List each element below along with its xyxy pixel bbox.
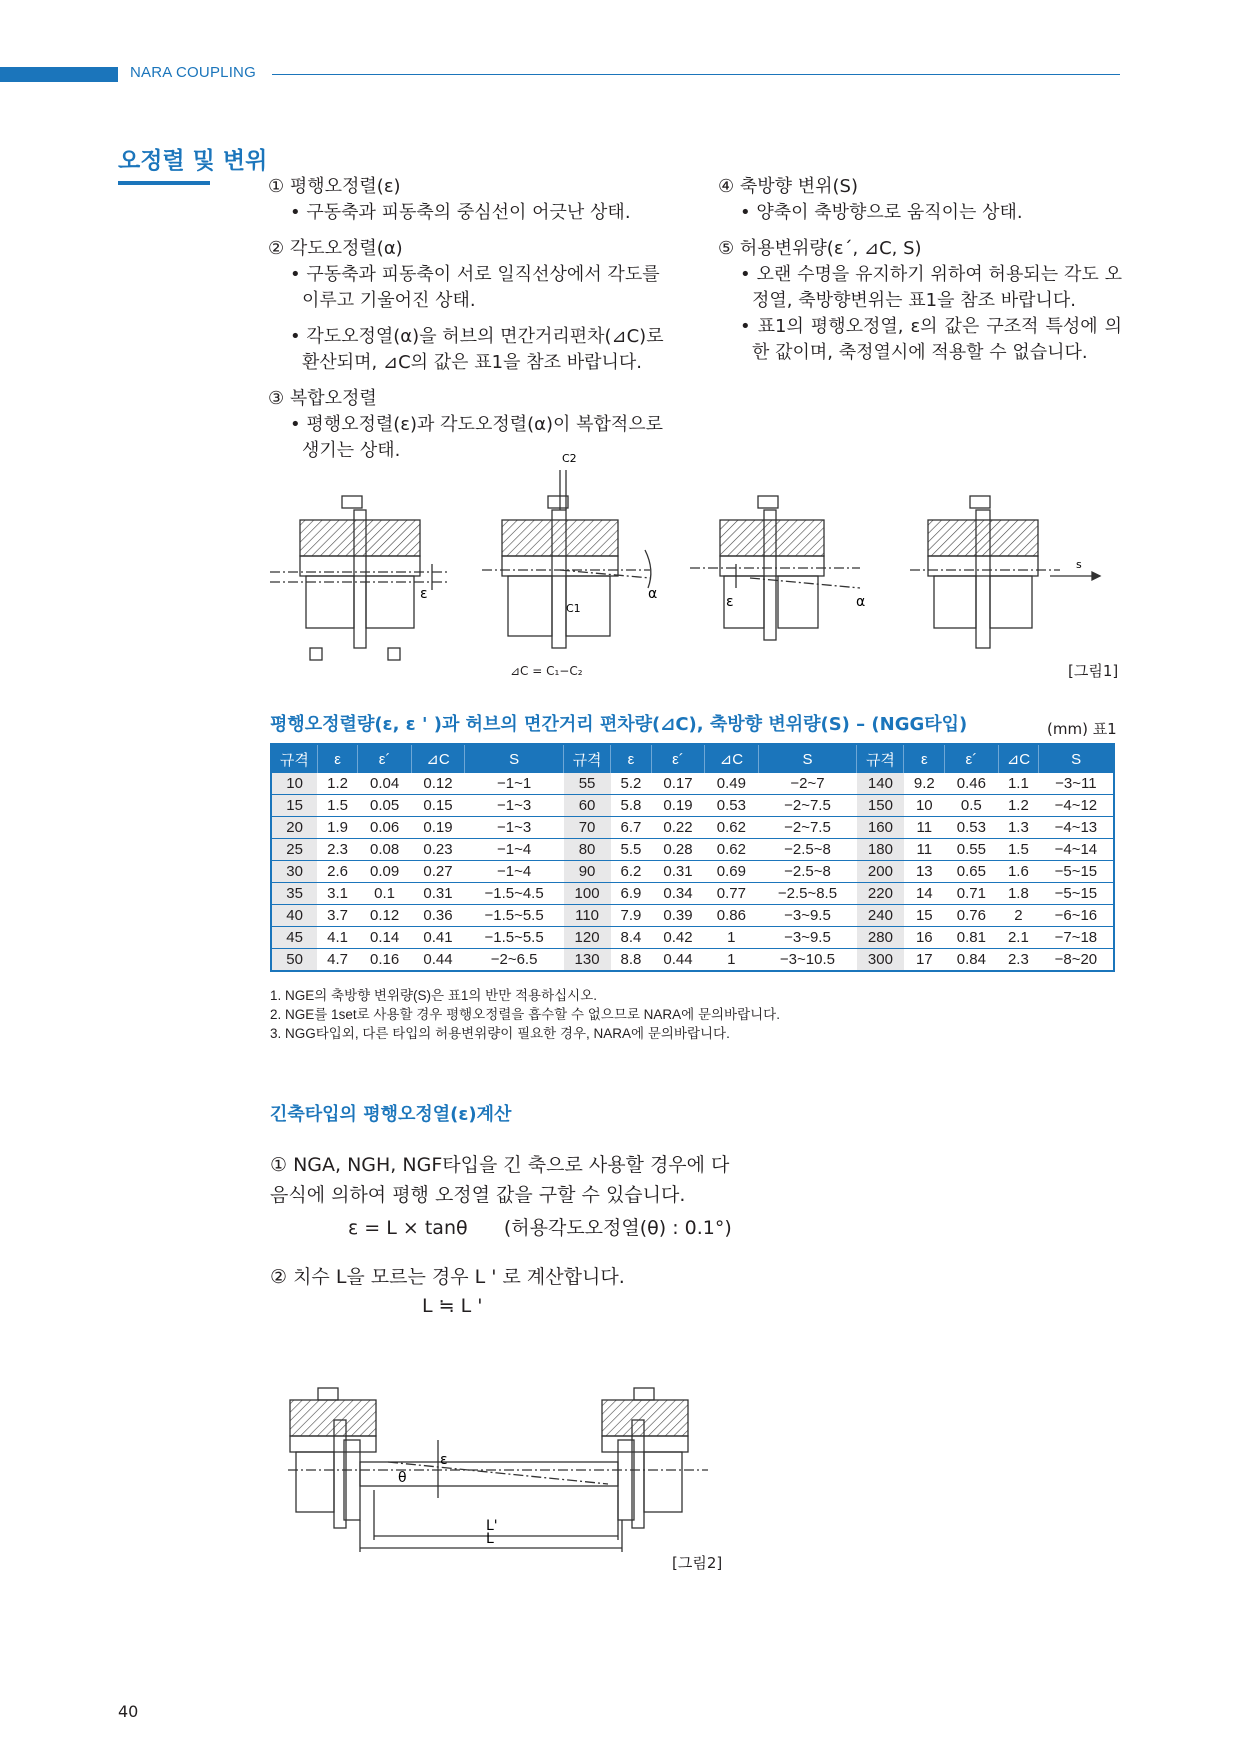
table-cell: 0.41 — [411, 927, 464, 949]
table-cell: 0.53 — [705, 795, 758, 817]
figure1-caption: [그림1] — [1068, 662, 1119, 680]
table-cell: 16 — [904, 927, 945, 949]
table-cell: 6.9 — [611, 883, 652, 905]
table-row — [271, 795, 1114, 817]
table-cell: 0.76 — [945, 905, 998, 927]
l-label: L — [486, 1531, 494, 1547]
alpha-label: α — [856, 594, 866, 610]
table-cell: 0.23 — [411, 839, 464, 861]
table-cell: −4~13 — [1039, 817, 1114, 839]
table-cell: 17 — [904, 949, 945, 972]
epsilon-label: ε — [420, 586, 428, 602]
table-header-cell: S — [758, 744, 857, 773]
table-cell: 100 — [564, 883, 611, 905]
table-cell: 140 — [857, 773, 904, 795]
table-header-cell: ε´ — [358, 744, 411, 773]
table-cell: 110 — [564, 905, 611, 927]
table-cell: −6~16 — [1039, 905, 1114, 927]
table-cell: 0.1 — [358, 883, 411, 905]
table-cell: 1.5 — [317, 795, 358, 817]
table-cell: −2~7.5 — [758, 795, 857, 817]
figure2-caption: [그림2] — [672, 1554, 723, 1572]
table-cell: 1.2 — [317, 773, 358, 795]
table-cell: −4~14 — [1039, 839, 1114, 861]
table-cell: 1 — [705, 949, 758, 972]
table-cell: −3~11 — [1039, 773, 1114, 795]
c2-label: C2 — [562, 452, 577, 465]
table-row — [271, 905, 1114, 927]
header-label: NARA COUPLING — [130, 64, 256, 81]
table-cell: 5.8 — [611, 795, 652, 817]
item-bullet: • 표1의 평행오정열, ε의 값은 구조적 특성에 의한 값이며, 축정열시에 적용할 수 없습니다. — [740, 316, 1122, 363]
table-cell: 0.31 — [651, 861, 704, 883]
table-cell: 20 — [271, 817, 317, 839]
table-header-row — [271, 744, 1114, 773]
table-row — [271, 817, 1114, 839]
table-cell: −1~1 — [465, 773, 564, 795]
header-accent-bar — [0, 67, 118, 82]
item-bullet: • 구동축과 피동축이 서로 일직선상에서 각도를 이루고 기울어진 상태. — [290, 264, 660, 311]
coupling-combined-drawing — [690, 496, 860, 640]
table-cell: 0.42 — [651, 927, 704, 949]
table-cell: 0.12 — [358, 905, 411, 927]
table-cell: 2.1 — [998, 927, 1039, 949]
table-cell: 10 — [904, 795, 945, 817]
table-header-cell: ε´ — [945, 744, 998, 773]
table-cell: −1~4 — [465, 839, 564, 861]
table-row — [271, 883, 1114, 905]
table-cell: 0.27 — [411, 861, 464, 883]
calc-section-title: 긴축타입의 평행오정열(ε)계산 — [270, 1104, 512, 1125]
table-cell: −3~10.5 — [758, 949, 857, 972]
table-cell: 2.6 — [317, 861, 358, 883]
table-cell: −1.5~4.5 — [465, 883, 564, 905]
table-cell: 60 — [564, 795, 611, 817]
table-row — [271, 927, 1114, 949]
table-cell: 25 — [271, 839, 317, 861]
table-cell: 240 — [857, 905, 904, 927]
table-cell: 1.6 — [998, 861, 1039, 883]
coupling-misalignment-figure — [270, 452, 1120, 660]
table-cell: 0.16 — [358, 949, 411, 972]
table-cell: 0.84 — [945, 949, 998, 972]
table-header-cell: 규격 — [271, 744, 317, 773]
table-cell: 1.2 — [998, 795, 1039, 817]
table-cell: 10 — [271, 773, 317, 795]
table-cell: 0.49 — [705, 773, 758, 795]
table-cell: −4~12 — [1039, 795, 1114, 817]
table-cell: 0.19 — [411, 817, 464, 839]
table-cell: 5.5 — [611, 839, 652, 861]
table-cell: 0.77 — [705, 883, 758, 905]
table-cell: 11 — [904, 817, 945, 839]
table-cell: 0.55 — [945, 839, 998, 861]
epsilon-label: ε — [726, 594, 734, 610]
table-cell: 70 — [564, 817, 611, 839]
table-cell: 150 — [857, 795, 904, 817]
table-cell: 0.53 — [945, 817, 998, 839]
table-cell: 1 — [705, 927, 758, 949]
table-cell: −2.5~8 — [758, 839, 857, 861]
table-cell: 15 — [904, 905, 945, 927]
calc-paragraph-2: ② 치수 L을 모르는 경우 L ' 로 계산합니다. — [270, 1266, 625, 1288]
table-cell: 2.3 — [317, 839, 358, 861]
long-shaft-coupling-figure — [288, 1380, 708, 1550]
table-row — [271, 949, 1114, 972]
page-number: 40 — [118, 1702, 139, 1721]
table-cell: 0.28 — [651, 839, 704, 861]
table-notes — [270, 986, 780, 1043]
table-cell: 0.05 — [358, 795, 411, 817]
table-cell: 0.44 — [411, 949, 464, 972]
calc-formula-1: ε = L × tanθ (허용각도오정열(θ) : 0.1°) — [348, 1217, 732, 1239]
table-cell: 0.14 — [358, 927, 411, 949]
table-cell: 0.34 — [651, 883, 704, 905]
table-unit: (mm) 표1 — [1047, 720, 1117, 738]
table-cell: 120 — [564, 927, 611, 949]
table-row — [271, 861, 1114, 883]
table-header-cell: ⊿C — [411, 744, 464, 773]
table-cell: −1~3 — [465, 817, 564, 839]
table-title: 평행오정렬량(ε, ε ' )과 허브의 면간거리 편차량(⊿C), 축방향 변위량(S) – (NGG타입) — [270, 714, 968, 735]
item-heading: ④ 축방향 변위(S) — [718, 176, 858, 197]
table-cell: 0.31 — [411, 883, 464, 905]
table-cell: 40 — [271, 905, 317, 927]
table-cell: 6.2 — [611, 861, 652, 883]
alpha-label: α — [648, 586, 658, 602]
table-cell: 6.7 — [611, 817, 652, 839]
item-bullet: • 평행오정렬(ε)과 각도오정렬(α)이 복합적으로 생기는 상태. — [290, 414, 664, 461]
table-cell: 1.9 — [317, 817, 358, 839]
table-cell: −1~3 — [465, 795, 564, 817]
table-cell: 11 — [904, 839, 945, 861]
table-cell: 13 — [904, 861, 945, 883]
table-cell: −5~15 — [1039, 883, 1114, 905]
table-cell: 0.86 — [705, 905, 758, 927]
table-cell: −1.5~5.5 — [465, 905, 564, 927]
table-cell: 45 — [271, 927, 317, 949]
table-header-cell: 규격 — [857, 744, 904, 773]
table-cell: 80 — [564, 839, 611, 861]
table-header-cell: S — [1039, 744, 1114, 773]
table-cell: 0.62 — [705, 817, 758, 839]
table-header-cell: ⊿C — [705, 744, 758, 773]
table-cell: 3.7 — [317, 905, 358, 927]
table-cell: 0.09 — [358, 861, 411, 883]
table-cell: 90 — [564, 861, 611, 883]
table-cell: 15 — [271, 795, 317, 817]
table-cell: −2.5~8.5 — [758, 883, 857, 905]
table-header-cell: ε — [317, 744, 358, 773]
item-bullet: • 구동축과 피동축의 중심선이 어긋난 상태. — [290, 202, 631, 223]
table-header-cell: ⊿C — [998, 744, 1039, 773]
table-cell: −7~18 — [1039, 927, 1114, 949]
table-cell: 5.2 — [611, 773, 652, 795]
theta-label: θ — [398, 1470, 407, 1486]
table-cell: 0.39 — [651, 905, 704, 927]
table-cell: 0.71 — [945, 883, 998, 905]
table-cell: 0.12 — [411, 773, 464, 795]
table-cell: −2~7.5 — [758, 817, 857, 839]
table-cell: 0.62 — [705, 839, 758, 861]
item-heading: ② 각도오정렬(α) — [268, 238, 403, 259]
table-cell: −2~7 — [758, 773, 857, 795]
table-cell: 4.1 — [317, 927, 358, 949]
item-heading: ① 평행오정렬(ε) — [268, 176, 401, 197]
table-cell: −1.5~5.5 — [465, 927, 564, 949]
table-cell: −2~6.5 — [465, 949, 564, 972]
table-cell: 0.04 — [358, 773, 411, 795]
table-cell: 7.9 — [611, 905, 652, 927]
item-bullet: • 양축이 축방향으로 움직이는 상태. — [740, 202, 1023, 223]
table-cell: 30 — [271, 861, 317, 883]
table-cell: −2.5~8 — [758, 861, 857, 883]
table-cell: −1~4 — [465, 861, 564, 883]
table-cell: 280 — [857, 927, 904, 949]
table-cell: 0.5 — [945, 795, 998, 817]
calc-paragraph-1: ① NGA, NGH, NGF타입을 긴 축으로 사용할 경우에 다음식에 의하여 평행 오정열 값을 구할 수 있습니다. — [270, 1154, 730, 1206]
coupling-axial-drawing — [910, 496, 1100, 648]
table-cell: 0.69 — [705, 861, 758, 883]
table-cell: 0.22 — [651, 817, 704, 839]
table-cell: 130 — [564, 949, 611, 972]
table-cell: 180 — [857, 839, 904, 861]
table-cell: 8.8 — [611, 949, 652, 972]
table-note: 2. NGE를 1set로 사용할 경우 평행오정렬을 흡수할 수 없으므로 NARA에 문의바랍니다. — [270, 1007, 780, 1022]
c1-label: C1 — [566, 602, 581, 615]
coupling-angular-drawing — [482, 470, 651, 648]
table-cell: 0.46 — [945, 773, 998, 795]
delta-c-formula: ⊿C = C₁−C₂ — [510, 664, 583, 678]
table-cell: 8.4 — [611, 927, 652, 949]
table-cell: 50 — [271, 949, 317, 972]
misalignment-spec-table — [270, 743, 1115, 972]
table-header-cell: ε — [904, 744, 945, 773]
coupling-parallel-drawing — [270, 496, 450, 660]
table-cell: −3~9.5 — [758, 905, 857, 927]
table-cell: 0.19 — [651, 795, 704, 817]
table-cell: 1.5 — [998, 839, 1039, 861]
table-cell: 3.1 — [317, 883, 358, 905]
table-cell: 160 — [857, 817, 904, 839]
table-cell: 2.3 — [998, 949, 1039, 972]
table-header-cell: ε — [611, 744, 652, 773]
table-cell: 220 — [857, 883, 904, 905]
s-label: s — [1076, 558, 1082, 571]
item-bullet: • 오랜 수명을 유지하기 위하여 허용되는 각도 오정열, 축방향변위는 표1을 참조 바랍니다. — [740, 264, 1122, 311]
l-prime-label: L' — [486, 1518, 498, 1534]
section-title-underline — [118, 181, 210, 185]
table-header-cell: S — [465, 744, 564, 773]
table-cell: 0.65 — [945, 861, 998, 883]
table-cell: −3~9.5 — [758, 927, 857, 949]
table-cell: 0.06 — [358, 817, 411, 839]
misalignment-definitions-left — [268, 174, 680, 464]
table-header-cell: ε´ — [651, 744, 704, 773]
table-cell: 0.81 — [945, 927, 998, 949]
table-cell: 1.1 — [998, 773, 1039, 795]
table-note: 3. NGG타입외, 다른 타입의 허용변위량이 필요한 경우, NARA에 문의바랍니다. — [270, 1026, 730, 1041]
table-note: 1. NGE의 축방향 변위량(S)은 표1의 반만 적용하십시오. — [270, 988, 598, 1003]
table-cell: 1.3 — [998, 817, 1039, 839]
table-cell: 55 — [564, 773, 611, 795]
table-cell: 200 — [857, 861, 904, 883]
table-cell: 2 — [998, 905, 1039, 927]
table-cell: 0.17 — [651, 773, 704, 795]
table-cell: 4.7 — [317, 949, 358, 972]
item-heading: ⑤ 허용변위량(ε´, ⊿C, S) — [718, 238, 922, 259]
table-cell: 14 — [904, 883, 945, 905]
table-header-cell: 규격 — [564, 744, 611, 773]
table-cell: 9.2 — [904, 773, 945, 795]
calc-formula-2: L ≒ L ' — [422, 1295, 483, 1317]
epsilon-label: ε — [440, 1452, 448, 1468]
table-cell: 0.44 — [651, 949, 704, 972]
table-cell: −5~15 — [1039, 861, 1114, 883]
item-heading: ③ 복합오정렬 — [268, 388, 377, 409]
table-cell: −8~20 — [1039, 949, 1114, 972]
table-cell: 1.8 — [998, 883, 1039, 905]
table-cell: 300 — [857, 949, 904, 972]
misalignment-definitions-right — [718, 174, 1122, 366]
table-cell: 0.36 — [411, 905, 464, 927]
table-row — [271, 839, 1114, 861]
item-bullet: • 각도오정열(α)을 허브의 면간거리편차(⊿C)로 환산되며, ⊿C의 값은 표1을 참조 바랍니다. — [290, 326, 664, 373]
table-cell: 35 — [271, 883, 317, 905]
header-rule — [272, 74, 1120, 75]
section-title: 오정렬 및 변위 — [118, 148, 268, 174]
table-cell: 0.08 — [358, 839, 411, 861]
table-cell: 0.15 — [411, 795, 464, 817]
table-row — [271, 773, 1114, 795]
